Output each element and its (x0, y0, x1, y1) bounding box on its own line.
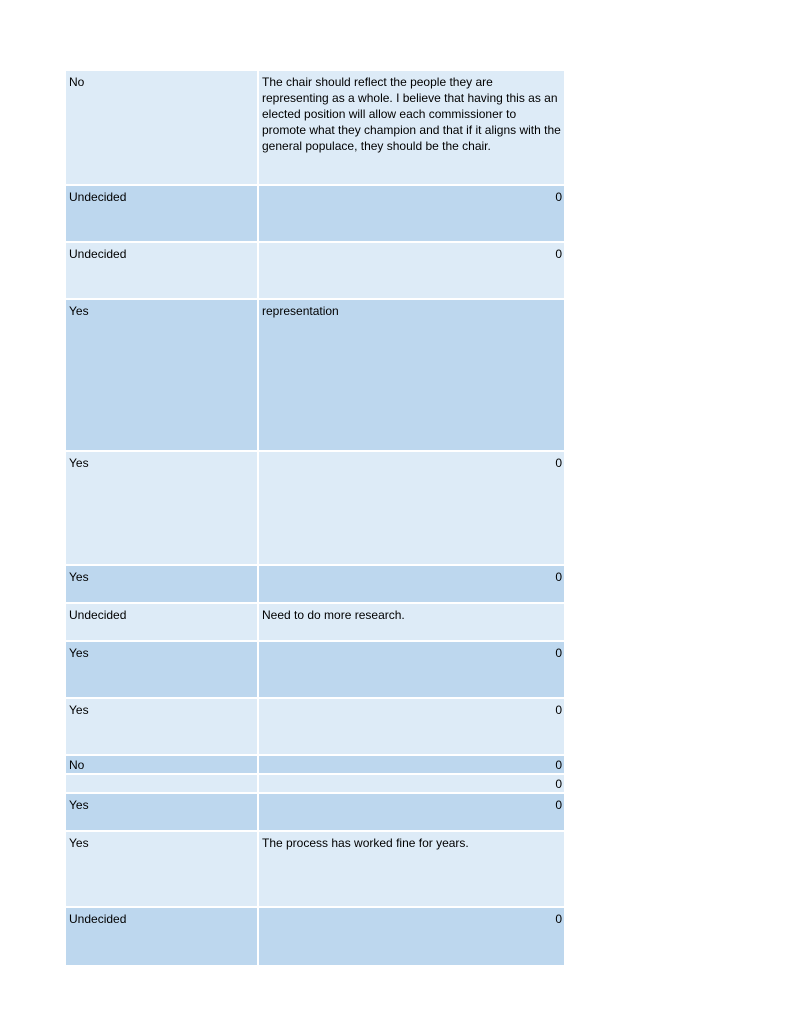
answer-cell: No (66, 71, 259, 184)
table-row (66, 186, 564, 243)
comment-cell: 0 (555, 570, 562, 584)
comment-cell: 0 (555, 703, 562, 717)
comment-cell: Need to do more research. (262, 608, 405, 622)
table-row (66, 908, 564, 965)
table-row (66, 794, 564, 832)
comment-cell: 0 (555, 777, 562, 791)
comment-cell: representation (262, 304, 339, 318)
table-row (66, 566, 564, 604)
table-row (66, 604, 564, 642)
answer-cell: No (66, 756, 259, 773)
comment-cell: 0 (555, 646, 562, 660)
answer-cell: Yes (66, 699, 259, 754)
answer-cell: Yes (66, 832, 259, 906)
answer-cell: Yes (66, 642, 259, 697)
answer-cell: Undecided (66, 604, 259, 640)
answer-cell: Undecided (66, 908, 259, 965)
comment-cell: The process has worked fine for years. (262, 836, 469, 850)
answer-cell: Undecided (66, 243, 259, 298)
answer-cell: Yes (66, 794, 259, 830)
answer-cell: Undecided (66, 186, 259, 241)
table-row (66, 243, 564, 300)
table-row (66, 699, 564, 756)
comment-cell: 0 (555, 456, 562, 470)
table-row (66, 756, 564, 775)
comment-cell: 0 (555, 247, 562, 261)
table-row (66, 452, 564, 566)
table-row (66, 775, 564, 794)
answer-cell: Yes (66, 452, 259, 564)
comment-cell: 0 (555, 798, 562, 812)
comment-cell: 0 (555, 912, 562, 926)
table-row (66, 832, 564, 908)
table-row (66, 71, 564, 186)
answer-cell: Yes (66, 566, 259, 602)
comment-cell: 0 (555, 758, 562, 772)
answer-cell (66, 775, 259, 792)
answer-cell: Yes (66, 300, 259, 450)
table-row (66, 642, 564, 699)
comment-cell: 0 (555, 190, 562, 204)
table-row (66, 300, 564, 452)
comment-cell: The chair should reflect the people they are representing as a whole. I believe that having this as an elected position will allow each commissioner to promote what they champion and that if it aligns with the general populace, they should be the chair. (262, 75, 561, 153)
survey-table (66, 71, 564, 965)
